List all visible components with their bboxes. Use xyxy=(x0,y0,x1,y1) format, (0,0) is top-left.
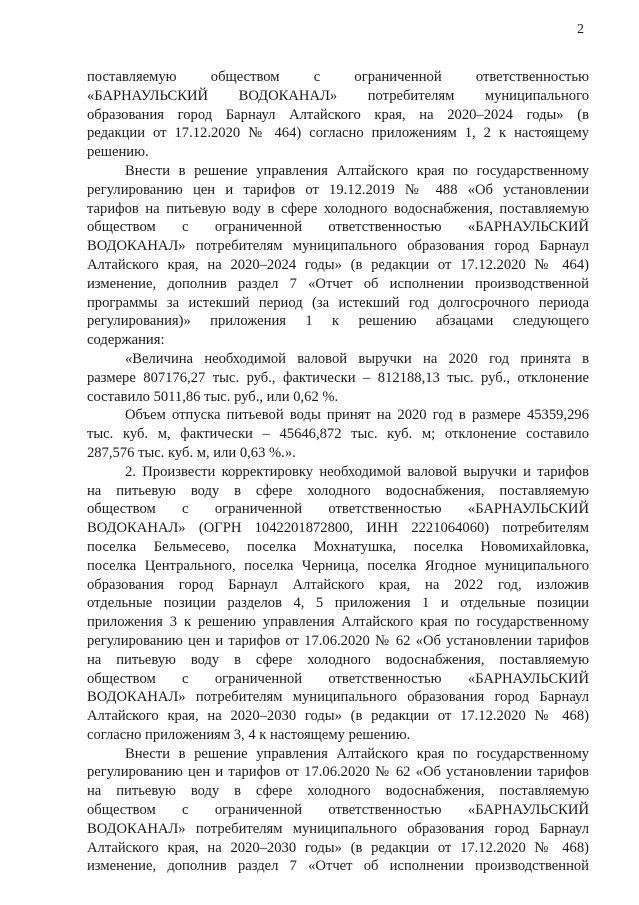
page-number: 2 xyxy=(577,22,584,37)
text-line: поселка Бельмесево, поселка Мохнатушка, поселка Новомихайловка, xyxy=(87,538,589,555)
text-line: изменение, дополнив раздел 7 «Отчет об исполнении производственной xyxy=(87,858,589,875)
text-line: редакции от 17.12.2020 № 464) согласно приложениям 1, 2 к настоящему xyxy=(87,125,589,142)
text-line: регулированию цен и тарифов от 17.06.2020 № 62 «Об установлении тарифов xyxy=(87,764,589,781)
text-line: тыс. куб. м, фактически – 45646,872 тыс. куб. м; отклонение составило xyxy=(87,426,589,443)
text-line: ВОДОКАНАЛ» потребителям муниципального образования город Барнаул xyxy=(87,238,589,255)
text-line: решению. xyxy=(87,144,149,161)
text-line: тарифов на питьевую воду в сфере холодного водоснабжения, поставляемую xyxy=(87,200,589,217)
text-line: составило 5011,86 тыс. руб., или 0,62 %. xyxy=(87,388,339,405)
text-line: «Величина необходимой валовой выручки на 2020 год принята в xyxy=(125,350,589,367)
text-line: ВОДОКАНАЛ» (ОГРН 1042201872800, ИНН 2221064060) потребителям xyxy=(87,520,589,537)
text-line: ВОДОКАНАЛ» потребителям муниципального образования город Барнаул xyxy=(87,689,589,706)
text-line: 287,576 тыс. куб. м, или 0,63 %.». xyxy=(87,444,296,461)
text-line: отдельные позиции разделов 4, 5 приложения 1 и отдельные позиции xyxy=(87,595,589,612)
text-line: поставляемую обществом с ограниченной ответственностью xyxy=(87,69,589,85)
text-line: регулирования)» приложения 1 к решению абзацами следующего xyxy=(87,313,589,330)
text-line: согласно приложениям 3, 4 к настоящему решению. xyxy=(87,726,411,743)
text-line: образования город Барнаул Алтайского края, на 2020–2024 годы» (в xyxy=(87,106,589,123)
text-line: обществом с ограниченной ответственностью «БАРНАУЛЬСКИЙ xyxy=(87,802,589,819)
text-line: 2. Произвести корректировку необходимой валовой выручки и тарифов xyxy=(125,463,589,480)
text-line: «БАРНАУЛЬСКИЙ ВОДОКАНАЛ» потребителям муниципального xyxy=(87,87,589,104)
text-line: содержания: xyxy=(87,332,165,349)
text-line: поселка Центрального, поселка Черница, поселка Ягодное муниципального xyxy=(87,557,589,574)
text-line: обществом с ограниченной ответственностью «БАРНАУЛЬСКИЙ xyxy=(87,501,589,518)
text-line: регулированию цен и тарифов от 19.12.2019 № 488 «Об установлении xyxy=(87,181,589,198)
text-line: регулированию цен и тарифов от 17.06.2020 № 62 «Об установлении тарифов xyxy=(87,632,589,649)
text-line: на питьевую воду в сфере холодного водоснабжения, поставляемую xyxy=(87,783,589,800)
text-line: на питьевую воду в сфере холодного водоснабжения, поставляемую xyxy=(87,651,589,668)
text-line: обществом с ограниченной ответственностью «БАРНАУЛЬСКИЙ xyxy=(87,219,589,236)
document-body xyxy=(87,68,589,876)
text-line: Объем отпуска питьевой воды принят на 2020 год в размере 45359,296 xyxy=(125,407,589,424)
text-line: ВОДОКАНАЛ» потребителям муниципального образования город Барнаул xyxy=(87,820,589,837)
text-line: программы за истекший период (за истекший год долгосрочного периода xyxy=(87,294,589,311)
text-line: Алтайского края, на 2020–2024 годы» (в редакции от 17.12.2020 № 464) xyxy=(87,256,589,273)
text-line: на питьевую воду в сфере холодного водоснабжения, поставляемую xyxy=(87,482,589,499)
text-line: Внести в решение управления Алтайского края по государственному xyxy=(125,162,589,179)
text-line: образования город Барнаул Алтайского края, на 2022 год, изложив xyxy=(87,576,589,593)
text-line: Алтайского края, на 2020–2030 годы» (в редакции от 17.12.2020 № 468) xyxy=(87,839,589,856)
text-line: Внести в решение управления Алтайского края по государственному xyxy=(125,745,589,762)
text-line: изменение, дополнив раздел 7 «Отчет об исполнении производственной xyxy=(87,275,589,292)
text-line: размере 807176,27 тыс. руб., фактически – 812188,13 тыс. руб., отклонение xyxy=(87,369,589,386)
text-line: Алтайского края, на 2020–2030 годы» (в редакции от 17.12.2020 № 468) xyxy=(87,708,589,725)
text-line: приложения 3 к решению управления Алтайского края по государственному xyxy=(87,614,589,631)
text-line: обществом с ограниченной ответственностью «БАРНАУЛЬСКИЙ xyxy=(87,670,589,687)
